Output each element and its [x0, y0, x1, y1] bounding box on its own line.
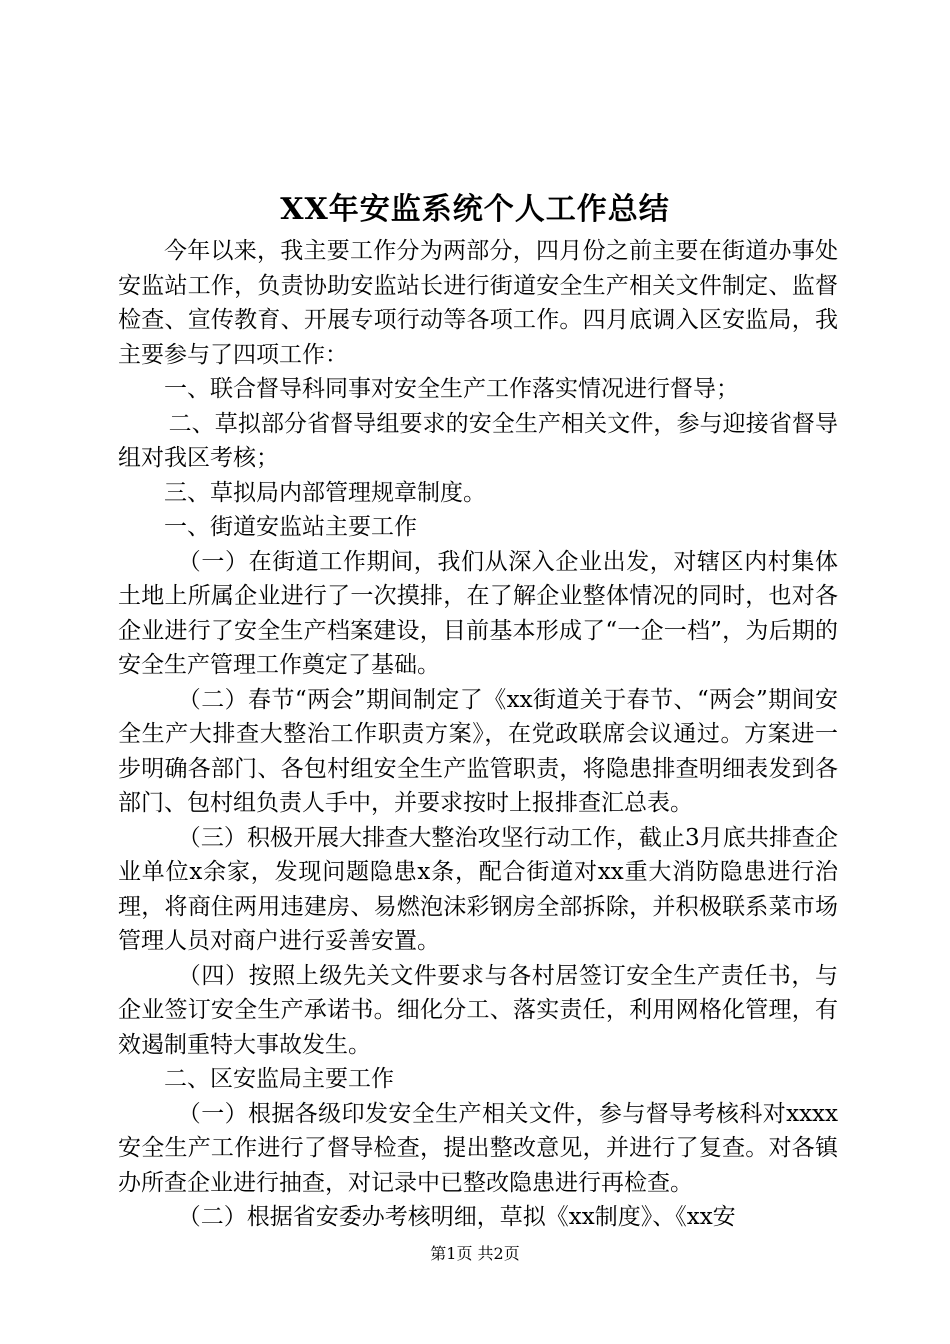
paragraph-item-3: 三、草拟局内部管理规章制度。 [164, 479, 486, 506]
section-heading-1: 一、街道安监站主要工作 [164, 514, 417, 540]
paragraph-section1-3: （三）积极开展大排查大整治攻坚行动工作，截止3月底共排查企业单位x余家，发现问题隐患x条，配合街道对xx重大消防隐患进行治理，将商住两用违建房、易燃泡沫彩钢房全部拆除，并积极联系菜市场管理人员对商户进行妥善安置。 [118, 824, 838, 954]
paragraph-intro: 今年以来，我主要工作分为两部分，四月份之前主要在街道办事处安监站工作，负责协助安监站长进行街道安全生产相关文件制定、监督检查、宣传教育、开展专项行动等各项工作。四月底调入区安监局，我主要参与了四项工作： [118, 238, 838, 368]
paragraph-section2-2: （二）根据省安委办考核明细，草拟《xx制度》、《xx安 [177, 1204, 736, 1230]
document-title: XX年安监系统个人工作总结 [280, 192, 670, 227]
paragraph-section2-1: （一）根据各级印发安全生产相关文件，参与督导考核科对xxxx安全生产工作进行了督导检查，提出整改意见，并进行了复查。对各镇办所查企业进行抽查，对记录中已整改隐患进行再检查。 [118, 1100, 838, 1196]
section-heading-2: 二、区安监局主要工作 [164, 1066, 394, 1092]
paragraph-item-1: 一、联合督导科同事对安全生产工作落实情况进行督导； [164, 376, 739, 402]
paragraph-section1-2: （二）春节“两会”期间制定了《xx街道关于春节、“两会”期间安全生产大排查大整治工作职责方案》，在党政联席会议通过。方案进一步明确各部门、各包村组安全生产监管职责，将隐患排查明细表发到各部门、包村组负责人手中，并要求按时上报排查汇总表。 [118, 686, 838, 816]
document-body [118, 234, 838, 1235]
paragraph-item-2: 二、草拟部分省督导组要求的安全生产相关文件，参与迎接省督导组对我区考核； [118, 410, 838, 471]
page-footer: 第1页 共2页 [430, 1244, 520, 1263]
paragraph-section1-1: （一）在街道工作期间，我们从深入企业出发，对辖区内村集体土地上所属企业进行了一次摸排，在了解企业整体情况的同时，也对各企业进行了安全生产档案建设，目前基本形成了“一企一档”，为后期的安全生产管理工作奠定了基础。 [118, 548, 838, 678]
paragraph-section1-4: （四）按照上级先关文件要求与各村居签订安全生产责任书，与企业签订安全生产承诺书。细化分工、落实责任，利用网格化管理，有效遏制重特大事故发生。 [118, 962, 838, 1058]
